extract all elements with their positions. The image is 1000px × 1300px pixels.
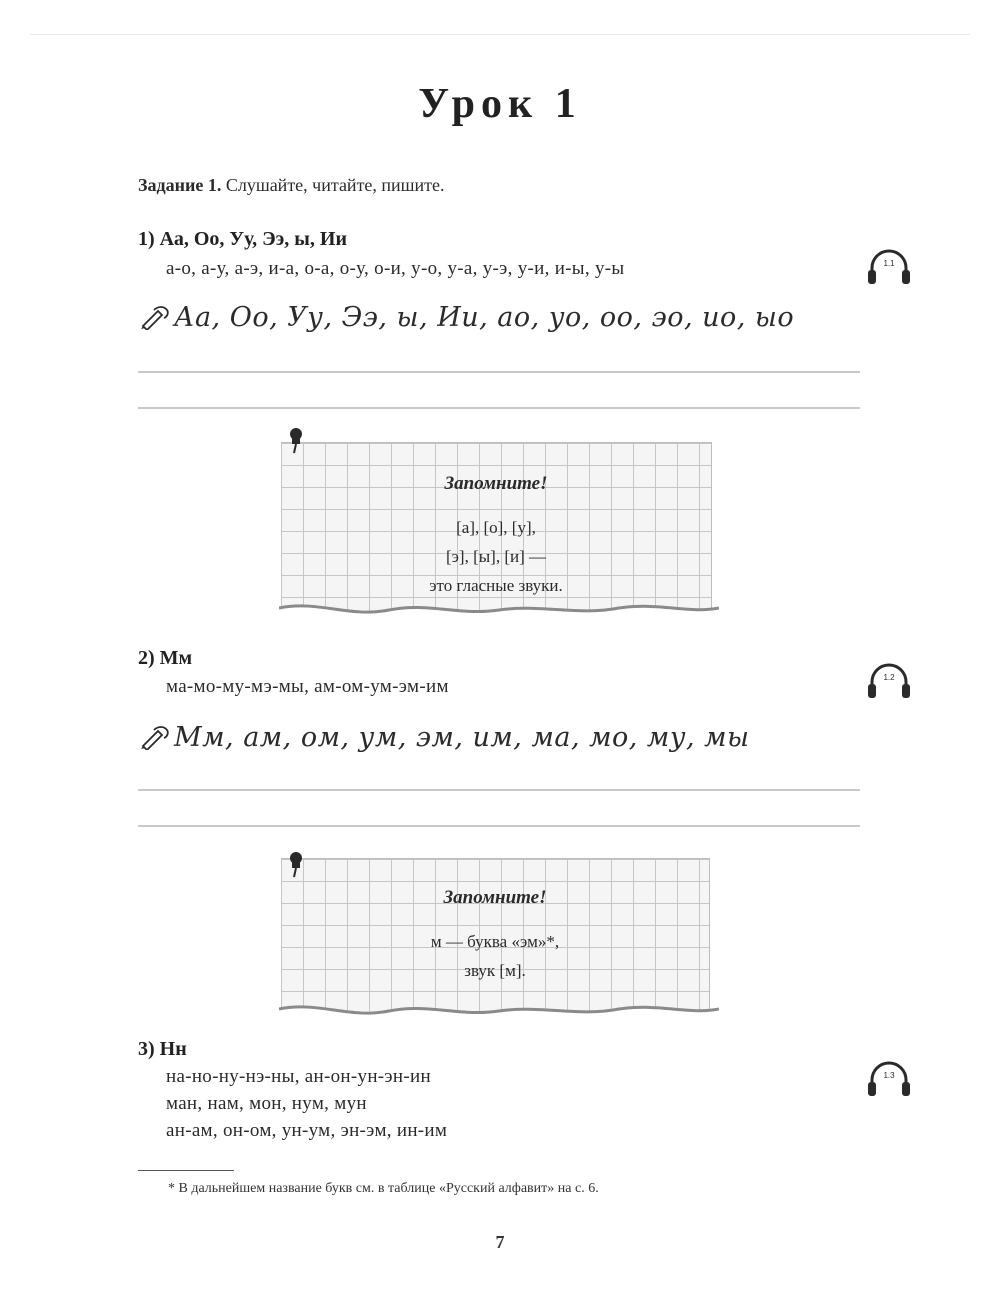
remember-note-2 [281,858,710,1011]
note-2-text [281,927,709,985]
note-1-text [281,513,711,600]
remember-note-1 [281,442,712,613]
section-1-handwriting [140,302,794,333]
pen-hand-icon [140,724,170,750]
writing-line [138,371,860,373]
pushpin-icon [285,426,307,454]
headphones-icon[interactable] [866,248,912,288]
audio-track-1: 1.1 [883,259,895,268]
section-1-heading: 1) Аа, Оо, Уу, Ээ, ы, Ии [138,228,347,250]
torn-paper-edge [279,598,719,638]
pen-hand-icon [140,304,170,330]
note-1-title: Запомните! [444,473,548,494]
audio-track-3: 1.3 [883,1071,895,1080]
audio-track-2: 1.2 [883,673,895,682]
task-instruction [138,175,445,196]
footnote: * В дальнейшем название букв см. в таблице «Русский алфавит» на с. 6. [168,1181,599,1196]
headphones-icon[interactable] [866,662,912,702]
pushpin-icon [285,850,307,878]
note-2-line: м — буква «эм»*, [430,932,560,951]
writing-line [138,407,860,409]
task-label: Задание 1. [138,175,222,195]
note-1-line: [э], [ы], [и] — [445,547,547,566]
section-3-line-1: на-но-ну-нэ-ны, ан-он-ун-эн-ин [166,1066,431,1087]
section-2-handwriting [140,722,750,753]
section-2-line-1: ма-мо-му-мэ-мы, ам-ом-ум-эм-им [166,676,449,697]
section-3-line-2: ман, нам, мон, нум, мун [166,1093,367,1114]
writing-line [138,789,860,791]
task-text: Слушайте, читайте, пишите. [221,175,445,195]
note-2-title: Запомните! [443,887,547,908]
lesson-title: Урок 1 [418,81,582,127]
section-3-heading: 3) Нн [138,1038,187,1060]
section-1-line-1: а-о, а-у, а-э, и-а, о-а, о-у, о-и, у-о, у-а, у-э, у-и, и-ы, у-ы [166,258,625,279]
handwriting-text-1: Аа, Оо, Уу, Ээ, ы, Ии, ао, уо, оо, эо, ио, ыо [174,302,795,333]
note-2-line: звук [м]. [464,961,526,980]
note-1-line: это гласные звуки. [429,576,563,595]
writing-line [138,825,860,827]
section-3-line-3: ан-ам, он-ом, ун-ум, эн-эм, ин-им [166,1120,448,1141]
headphones-icon[interactable] [866,1060,912,1100]
torn-paper-edge [279,997,719,1037]
handwriting-text-2: Мм, ам, ом, ум, эм, им, ма, мо, му, мы [174,722,750,753]
note-1-line: [а], [о], [у], [456,518,536,537]
footnote-separator [138,1170,234,1171]
section-2-heading: 2) Мм [138,647,193,669]
page-number: 7 [495,1232,505,1252]
top-border [30,34,970,35]
